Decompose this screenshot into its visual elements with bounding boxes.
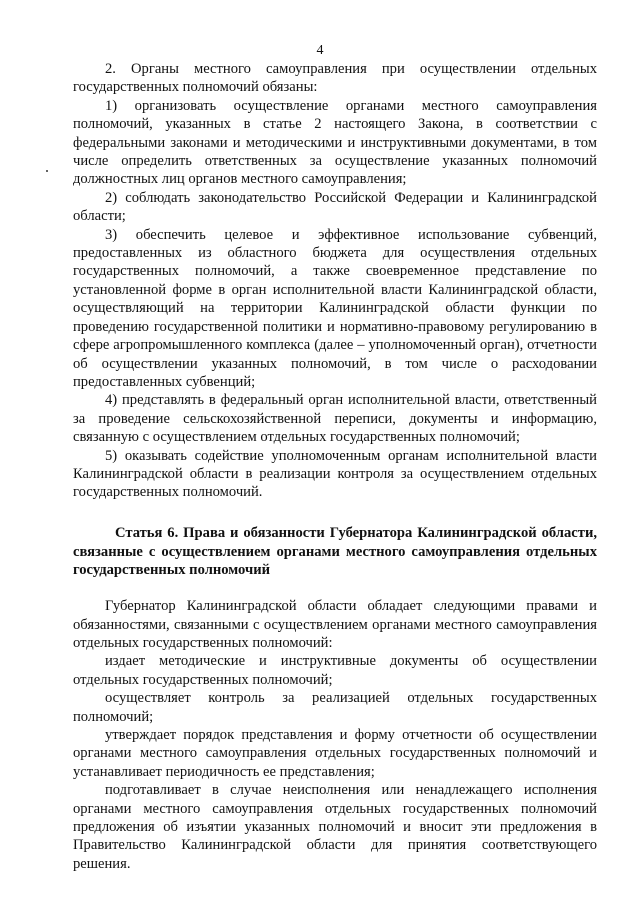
article-heading: Статья 6. Права и обязанности Губернатора Калининградской области, связанные с осуществлением органами местного самоуправления отдельных государственных полномочий — [73, 524, 597, 579]
list-item-3: 3) обеспечить целевое и эффективное использование субвенций, предоставленных из областного бюджета для осуществления отдельных государственных полномочий, а также своевременное представление по установленной форме в орган исполнительной власти Калининградской области, осуществляющий на территории Калининградской области функции по проведению государственной политики и нормативно-правовому регулированию в сфере агропромышленного комплекса (далее – уполномоченный орган), отчетности об осуществлении указанных полномочий, в том числе о расходовании предоставленных субвенций; — [73, 226, 597, 390]
spacer — [73, 502, 597, 524]
governor-right-item: издает методические и инструктивные документы об осуществлении отдельных государственных полномочий; — [73, 653, 597, 688]
list-item-1: 1) организовать осуществление органами местного самоуправления полномочий, указанных в статье 2 настоящего Закона, в соответствии с федеральными законами и методическими и инструктивными документами, в том числе определить ответственных за осуществление указанных полномочий должностных лиц органов местного самоуправления; — [73, 97, 597, 188]
governor-rights-intro: Губернатор Калининградской области обладает следующими правами и обязанностями, связанными с осуществлением органами местного самоуправления отдельных государственных полномочий: — [73, 598, 597, 651]
governor-right-item: осуществляет контроль за реализацией отдельных государственных полномочий; — [73, 690, 597, 725]
paragraph-item-2: 2. Органы местного самоуправления при осуществлении отдельных государственных полномочий обязаны: — [73, 61, 597, 96]
list-item-4: 4) представлять в федеральный орган исполнительной власти, ответственный за проведение сельскохозяйственной переписи, документы и информацию, связанную с осуществлением отдельных государственных полномочий; — [73, 392, 597, 446]
page-number: 4 — [316, 43, 324, 58]
spacer — [73, 580, 597, 597]
list-item-2: 2) соблюдать законодательство Российской Федерации и Калининградской области; — [73, 189, 597, 225]
document-body — [73, 60, 597, 873]
margin-dot — [46, 170, 48, 172]
governor-right-item: подготавливает в случае неисполнения или ненадлежащего исполнения органами местного самоуправления отдельных государственных полномочий предложения об изъятии указанных полномочий и вносит эти предложения в Правительство Калининградской области для принятия соответствующего решения. — [73, 782, 597, 872]
list-item-5: 5) оказывать содействие уполномоченным органам исполнительной власти Калининградской области в реализации контроля за осуществлением отдельных государственных полномочий. — [73, 447, 597, 501]
governor-right-item: утверждает порядок представления и форму отчетности об осуществлении органами местного самоуправления отдельных государственных полномочий и устанавливает периодичность ее представления; — [73, 726, 597, 780]
